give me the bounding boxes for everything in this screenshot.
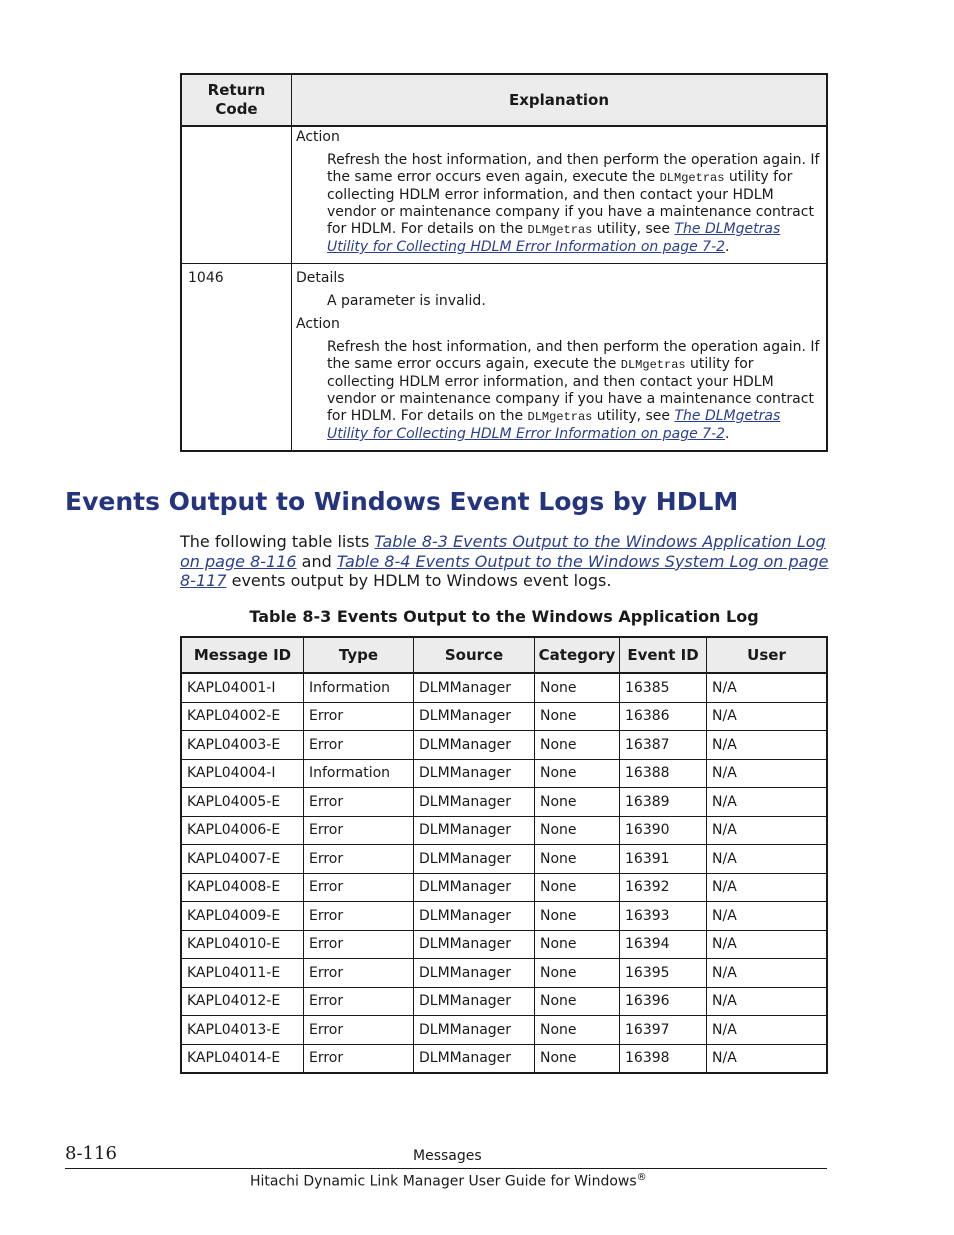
return-code-cell [181, 126, 292, 264]
cell-message-id: KAPL04009-E [181, 902, 304, 931]
cell-user: N/A [707, 788, 828, 817]
cell-type: Error [304, 1016, 414, 1045]
cell-user: N/A [707, 902, 828, 931]
command-name: DLMgetras [659, 171, 725, 185]
header-type: Type [304, 637, 414, 673]
cell-category: None [535, 873, 620, 902]
dlmgetras-utility-link[interactable]: The DLMgetras Utility for Collecting HDLM Error Information on page 7-2 [327, 221, 781, 255]
cell-message-id: KAPL04003-E [181, 731, 304, 760]
cell-category: None [535, 930, 620, 959]
cell-user: N/A [707, 1016, 828, 1045]
action-text-part: utility for collecting HDLM error information, and then contact your HDLM vendor or maintenance company if you have a maintenance contract for HDLM. For details on the [327, 356, 814, 424]
cell-message-id: KAPL04007-E [181, 845, 304, 874]
table-row [181, 731, 827, 760]
cell-message-id: KAPL04010-E [181, 930, 304, 959]
command-name: DLMgetras [620, 358, 686, 372]
details-text: A parameter is invalid. [327, 293, 486, 309]
header-explanation: Explanation [292, 74, 828, 126]
events-header-row [181, 637, 827, 673]
table-row [181, 816, 827, 845]
cell-category: None [535, 816, 620, 845]
action-text-part: utility, see [596, 408, 671, 424]
cell-source: DLMManager [414, 673, 535, 702]
cell-user: N/A [707, 959, 828, 988]
cell-message-id: KAPL04012-E [181, 987, 304, 1016]
header-message-id: Message ID [181, 637, 304, 673]
cell-event-id: 16392 [620, 873, 707, 902]
table-row [181, 1044, 827, 1073]
cell-message-id: KAPL04002-E [181, 702, 304, 731]
page-number: 8-116 [65, 1143, 117, 1164]
cell-category: None [535, 959, 620, 988]
cell-type: Information [304, 673, 414, 702]
return-code-row [181, 264, 827, 452]
action-text [327, 339, 822, 443]
action-text-end: . [725, 426, 730, 442]
cell-source: DLMManager [414, 1044, 535, 1073]
table-row [181, 930, 827, 959]
cell-message-id: KAPL04005-E [181, 788, 304, 817]
cell-source: DLMManager [414, 731, 535, 760]
cell-event-id: 16397 [620, 1016, 707, 1045]
header-source: Source [414, 637, 535, 673]
cell-event-id: 16389 [620, 788, 707, 817]
table-row [181, 845, 827, 874]
dlmgetras-utility-link[interactable]: The DLMgetras Utility for Collecting HDLM Error Information on page 7-2 [327, 408, 781, 442]
intro-paragraph [180, 532, 830, 591]
cell-event-id: 16385 [620, 673, 707, 702]
explanation-cell [292, 126, 828, 264]
cell-event-id: 16386 [620, 702, 707, 731]
table-8-3-link[interactable]: Table 8-3 Events Output to the Windows Application Log on page 8-116 [180, 532, 826, 571]
cell-user: N/A [707, 759, 828, 788]
command-name: DLMgetras [527, 223, 593, 237]
details-label: Details [296, 270, 345, 286]
return-code-row [181, 126, 827, 264]
footer-section-name: Messages [413, 1148, 482, 1164]
cell-user: N/A [707, 702, 828, 731]
cell-category: None [535, 902, 620, 931]
command-name: DLMgetras [527, 410, 593, 424]
cell-source: DLMManager [414, 987, 535, 1016]
table-row [181, 1016, 827, 1045]
action-text [327, 152, 822, 256]
cell-type: Error [304, 959, 414, 988]
return-code-cell: 1046 [181, 264, 292, 452]
cell-source: DLMManager [414, 959, 535, 988]
cell-type: Error [304, 845, 414, 874]
cell-category: None [535, 845, 620, 874]
cell-source: DLMManager [414, 759, 535, 788]
cell-source: DLMManager [414, 845, 535, 874]
cell-source: DLMManager [414, 816, 535, 845]
cell-category: None [535, 1016, 620, 1045]
cell-type: Error [304, 902, 414, 931]
guide-title-text: Hitachi Dynamic Link Manager User Guide for Windows [250, 1173, 637, 1190]
table-row [181, 702, 827, 731]
intro-text: and [301, 551, 332, 571]
cell-event-id: 16387 [620, 731, 707, 760]
intro-text: events output by HDLM to Windows event logs. [231, 571, 612, 590]
cell-message-id: KAPL04001-I [181, 673, 304, 702]
events-table-body [181, 673, 827, 1073]
return-code-header-row [181, 74, 827, 126]
table-8-4-link[interactable]: Table 8-4 Events Output to the Windows System Log on page 8-117 [180, 551, 829, 590]
action-text-part: Refresh the host information, and then perform the operation again. If the same error occurs even again, execute the [327, 152, 820, 185]
cell-user: N/A [707, 816, 828, 845]
explanation-cell [292, 264, 828, 452]
table-row [181, 673, 827, 702]
cell-message-id: KAPL04008-E [181, 873, 304, 902]
cell-user: N/A [707, 873, 828, 902]
return-code-table [180, 73, 828, 452]
table-row [181, 759, 827, 788]
cell-category: None [535, 987, 620, 1016]
cell-message-id: KAPL04006-E [181, 816, 304, 845]
cell-event-id: 16393 [620, 902, 707, 931]
action-label: Action [296, 129, 340, 145]
cell-category: None [535, 731, 620, 760]
cell-category: None [535, 673, 620, 702]
cell-source: DLMManager [414, 702, 535, 731]
action-label: Action [296, 316, 340, 332]
cell-event-id: 16398 [620, 1044, 707, 1073]
cell-type: Error [304, 788, 414, 817]
cell-event-id: 16395 [620, 959, 707, 988]
header-event-id: Event ID [620, 637, 707, 673]
cell-type: Error [304, 930, 414, 959]
cell-event-id: 16388 [620, 759, 707, 788]
header-user: User [707, 637, 828, 673]
events-table [180, 636, 828, 1074]
cell-message-id: KAPL04004-I [181, 759, 304, 788]
table-row [181, 788, 827, 817]
cell-user: N/A [707, 845, 828, 874]
footer-divider [65, 1168, 827, 1169]
cell-category: None [535, 788, 620, 817]
action-text-end: . [725, 239, 730, 255]
table-row [181, 987, 827, 1016]
cell-event-id: 16396 [620, 987, 707, 1016]
footer-guide-title [250, 1172, 647, 1190]
action-text-part: Refresh the host information, and then perform the operation again. If the same error occurs again, execute the [327, 339, 820, 372]
cell-user: N/A [712, 1050, 737, 1067]
cell-message-id: KAPL04011-E [181, 959, 304, 988]
cell-user: N/A [707, 987, 828, 1016]
cell-type: Error [304, 873, 414, 902]
action-text-part: utility for collecting HDLM error information, and then contact your HDLM vendor or maintenance company if you have a maintenance contract for HDLM. For details on the [327, 169, 814, 237]
cell-source: DLMManager [414, 1016, 535, 1045]
cell-source: DLMManager [414, 930, 535, 959]
cell-source: DLMManager [414, 902, 535, 931]
cell-type: Error [304, 702, 414, 731]
table-row [181, 873, 827, 902]
cell-event-id: 16391 [620, 845, 707, 874]
cell-type: Error [304, 987, 414, 1016]
action-text-part: utility, see [596, 221, 671, 237]
cell-category: None [535, 759, 620, 788]
cell-source: DLMManager [414, 788, 535, 817]
cell-user: N/A [707, 731, 828, 760]
table-row [181, 959, 827, 988]
header-return-code: Return Code [181, 74, 292, 126]
cell-message-id: KAPL04013-E [181, 1016, 304, 1045]
cell-message-id: KAPL04014-E [181, 1044, 304, 1073]
header-category: Category [535, 637, 620, 673]
cell-source: DLMManager [414, 873, 535, 902]
cell-category: None [535, 1044, 620, 1073]
cell-category: None [535, 702, 620, 731]
cell-type: Error [304, 1044, 414, 1073]
registered-mark: ® [636, 1172, 647, 1183]
table-caption: Table 8-3 Events Output to the Windows Application Log [249, 607, 759, 626]
cell-event-id: 16390 [620, 816, 707, 845]
cell-user: N/A [707, 930, 828, 959]
cell-user: N/A [707, 673, 828, 702]
cell-type: Information [304, 759, 414, 788]
cell-event-id: 16394 [620, 930, 707, 959]
cell-type: Error [304, 731, 414, 760]
cell-type: Error [304, 816, 414, 845]
section-title: Events Output to Windows Event Logs by HDLM [65, 487, 739, 516]
table-row [181, 902, 827, 931]
intro-text: The following table lists [180, 532, 370, 551]
